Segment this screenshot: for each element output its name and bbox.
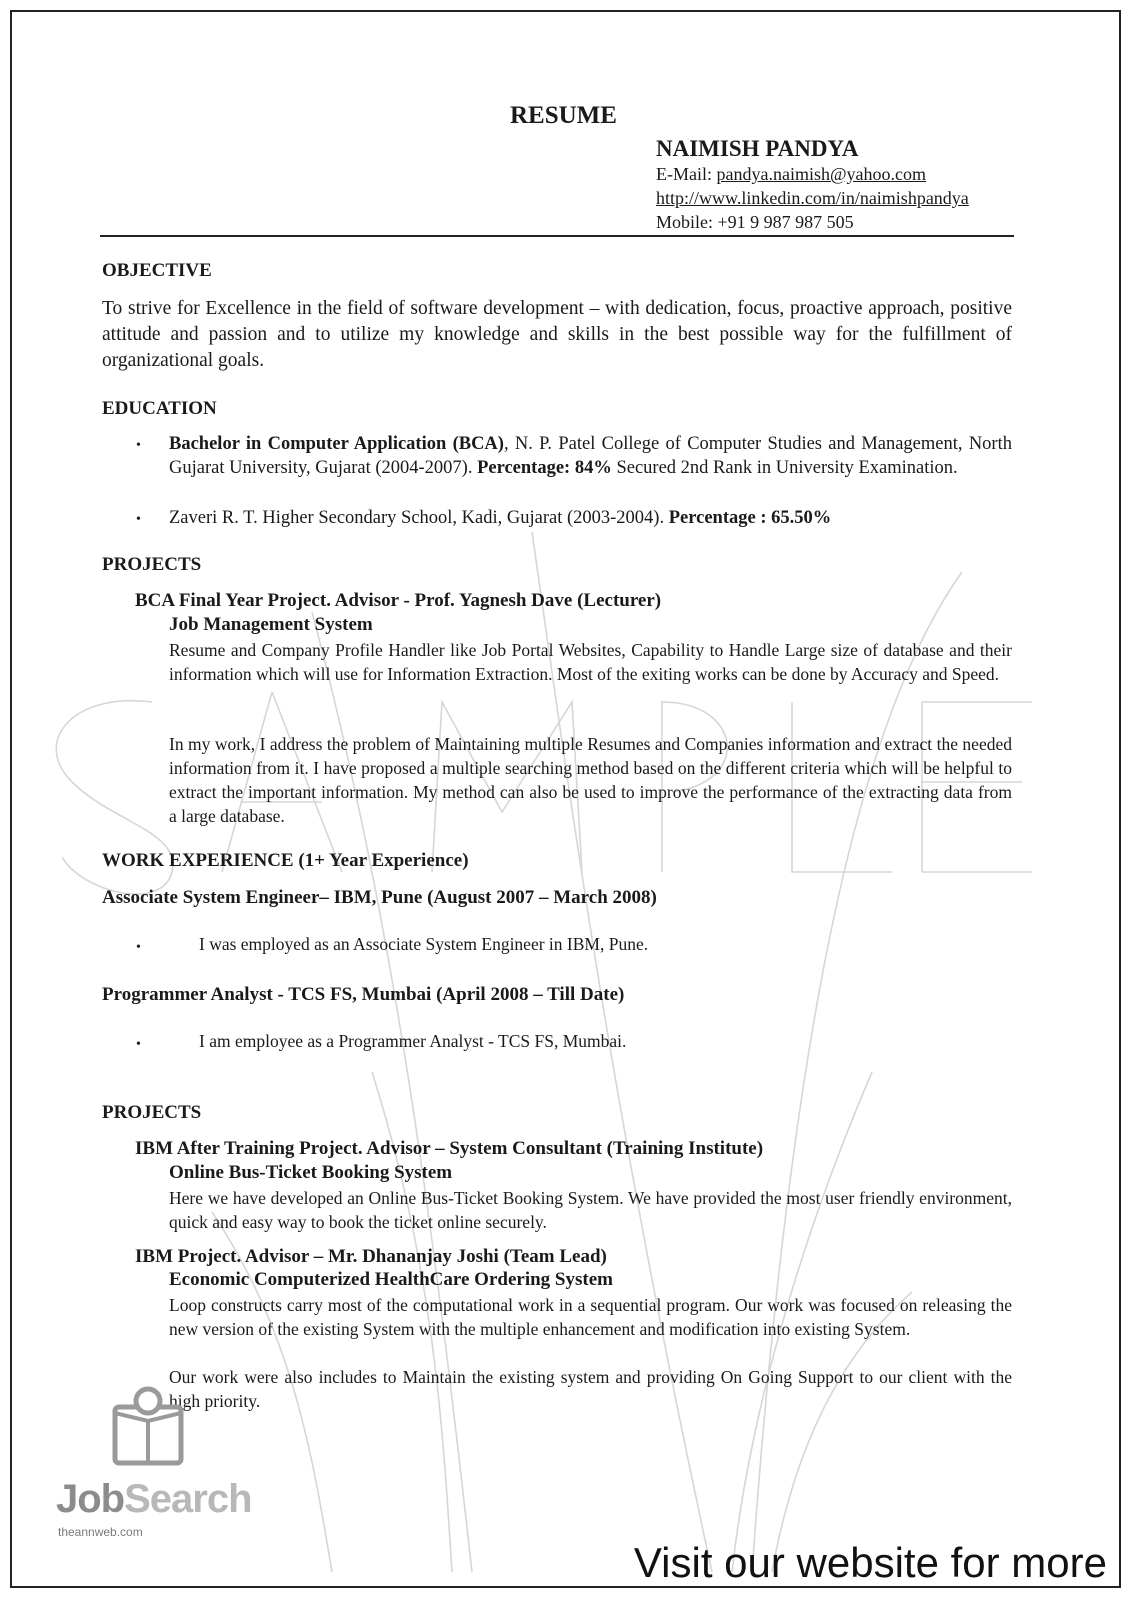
email-line bbox=[656, 164, 926, 185]
linkedin-link[interactable]: http://www.linkedin.com/in/naimishpandya bbox=[656, 188, 969, 208]
education-item-school bbox=[169, 506, 1012, 530]
job-description: I was employed as an Associate System Engineer in IBM, Pune. bbox=[199, 934, 649, 954]
job-title: Associate System Engineer– IBM, Pune (August 2007 – March 2008) bbox=[102, 887, 657, 908]
degree-extra: Secured 2nd Rank in University Examination. bbox=[611, 458, 958, 478]
school-percentage: Percentage : 65.50% bbox=[668, 508, 832, 528]
project-work-description: In my work, I address the problem of Maintaining multiple Resumes and Companies information and extract the needed information from it. I have proposed a multiple searching method based on the different criteria which will be helpful to extract the important information. My method can also be used to improve the performance of the extracting data from a large database. bbox=[169, 734, 1012, 826]
education-heading: EDUCATION bbox=[102, 398, 217, 419]
project-title: BCA Final Year Project. Advisor - Prof. Yagnesh Dave (Lecturer) bbox=[135, 590, 662, 611]
email-label: E-Mail: bbox=[656, 164, 712, 184]
project-title: IBM After Training Project. Advisor – System Consultant (Training Institute) bbox=[135, 1138, 764, 1159]
jobsearch-logo[interactable] bbox=[52, 1385, 272, 1545]
project-name: Economic Computerized HealthCare Ordering System bbox=[169, 1269, 613, 1290]
candidate-name: NAIMISH PANDYA bbox=[656, 136, 859, 161]
project-description: Here we have developed an Online Bus-Ticket Booking System. We have provided the most user friendly environment, quick and easy way to book the ticket online securely. bbox=[169, 1188, 1012, 1232]
project-name: Online Bus-Ticket Booking System bbox=[169, 1162, 453, 1183]
linkedin-line bbox=[656, 188, 969, 209]
work-heading: WORK EXPERIENCE (1+ Year Experience) bbox=[102, 850, 469, 871]
bullet-icon: • bbox=[136, 512, 141, 527]
jobsearch-book-icon bbox=[107, 1385, 197, 1475]
resume-page bbox=[10, 10, 1121, 1588]
visit-website-banner[interactable]: Visit our website for more bbox=[633, 1539, 1107, 1586]
resume-title: RESUME bbox=[510, 102, 617, 129]
school-details: Zaveri R. T. Higher Secondary School, Kadi, Gujarat (2003-2004). bbox=[169, 508, 669, 528]
mobile-line: Mobile: +91 9 987 987 505 bbox=[656, 212, 854, 232]
bullet-icon: • bbox=[136, 1037, 141, 1052]
degree-name: Bachelor in Computer Application (BCA) bbox=[169, 434, 504, 454]
email-link[interactable]: pandya.naimish@yahoo.com bbox=[716, 164, 927, 184]
objective-heading: OBJECTIVE bbox=[102, 260, 212, 281]
jobsearch-wordmark bbox=[56, 1477, 252, 1522]
logo-search-text: Search bbox=[124, 1477, 252, 1521]
degree-details: , N. P. Patel College of Computer Studies and Management, North Gujarat University, Gujarat (2004-2007). bbox=[169, 434, 1012, 478]
projects-heading-2: PROJECTS bbox=[102, 1102, 202, 1123]
logo-url: theannweb.com bbox=[58, 1525, 143, 1539]
projects-heading: PROJECTS bbox=[102, 554, 202, 575]
education-item-bca bbox=[169, 432, 1012, 480]
degree-percentage: Percentage: 84% bbox=[477, 458, 612, 478]
project-description: Loop constructs carry most of the computational work in a sequential program. Our work was focused on releasing the new version of the existing System with the multiple enhancement and modification into existing System. bbox=[169, 1295, 1012, 1339]
job-title: Programmer Analyst - TCS FS, Mumbai (April 2008 – Till Date) bbox=[102, 984, 625, 1005]
header-divider bbox=[100, 235, 1014, 237]
project-description: Resume and Company Profile Handler like Job Portal Websites, Capability to Handle Large size of database and their information which will use for Information Extraction. Most of the exiting works can be done by Accuracy and Speed. bbox=[169, 640, 1012, 684]
logo-job-text: Job bbox=[56, 1477, 125, 1521]
bullet-icon: • bbox=[136, 940, 141, 955]
project-title: IBM Project. Advisor – Mr. Dhananjay Joshi (Team Lead) bbox=[135, 1246, 607, 1267]
bullet-icon: • bbox=[136, 438, 141, 453]
project-support-description: Our work were also includes to Maintain the existing system and providing On Going Support to our client with the high priority. bbox=[169, 1367, 1012, 1411]
objective-text: To strive for Excellence in the field of software development – with dedication, focus, proactive approach, positive attitude and passion and to utilize my knowledge and skills in the best possible way for the fulfillment of organizational goals. bbox=[102, 298, 1012, 371]
project-name: Job Management System bbox=[169, 614, 373, 635]
job-description: I am employee as a Programmer Analyst - TCS FS, Mumbai. bbox=[199, 1031, 627, 1051]
